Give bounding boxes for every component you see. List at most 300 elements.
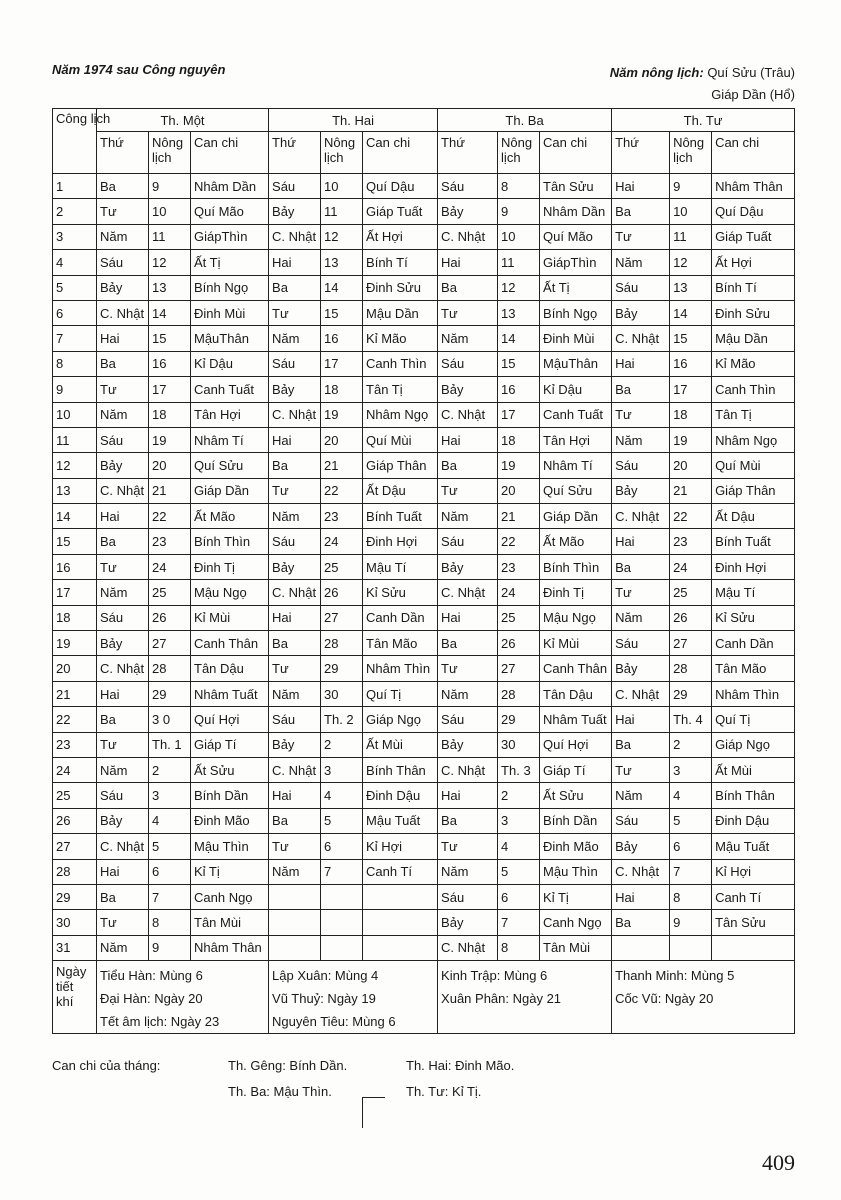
weekday-cell: Bảy [97,631,149,656]
solar-term-line: Thanh Minh: Mùng 5 [615,968,735,984]
lunar-day-cell: 18 [321,377,363,402]
lunar-day-cell: 9 [670,174,712,199]
lunar-day-cell: 23 [498,554,540,579]
lunar-day-cell: 9 [149,174,191,199]
lunar-day-cell: 10 [498,224,540,249]
lunar-day-cell: 24 [498,580,540,605]
lunar-day-cell: 14 [149,300,191,325]
weekday-cell: Ba [612,377,670,402]
can-chi-cell: Ất Dậu [363,478,438,503]
lunar-day-cell: 11 [670,224,712,249]
weekday-cell [612,935,670,960]
weekday-cell: Hai [97,859,149,884]
can-chi-cell: Đinh Hợi [712,554,795,579]
weekday-cell: C. Nhật [97,478,149,503]
day-cell: 3 [53,224,97,249]
can-chi-cell: Mậu Ngọ [191,580,269,605]
lunar-day-cell: 29 [321,656,363,681]
weekday-cell: Tư [438,656,498,681]
lunar-day-cell [321,910,363,935]
can-chi-cell: Quí Dậu [712,199,795,224]
can-chi-cell: Kỉ Mão [712,351,795,376]
lunar-day-cell: 27 [670,631,712,656]
weekday-cell: Bảy [97,275,149,300]
lunar-day-cell: 13 [321,250,363,275]
lunar-day-cell: 12 [321,224,363,249]
day-cell: 19 [53,631,97,656]
subheader-can-chi: Can chi [191,132,269,174]
weekday-cell: Năm [97,580,149,605]
table-row [53,377,795,402]
lunar-day-cell: 16 [670,351,712,376]
weekday-cell: Tư [612,402,670,427]
day-cell: 21 [53,681,97,706]
can-chi-cell: Bính Thân [363,757,438,782]
weekday-cell: C. Nhật [269,224,321,249]
can-chi-cell: Canh Tí [363,859,438,884]
can-chi-cell: Tân Mùi [540,935,612,960]
lunar-day-cell: 15 [149,326,191,351]
lunar-day-cell: Th. 4 [670,707,712,732]
can-chi-cell: Giáp Tuất [712,224,795,249]
lunar-day-cell: 23 [670,529,712,554]
weekday-cell: C. Nhật [612,859,670,884]
subheader-nong-lich: Nông lịch [149,132,191,174]
can-chi-cell: Kỉ Mùi [540,631,612,656]
lunar-day-cell: 12 [149,250,191,275]
lunar-year-value: Quí Sửu (Trâu) [707,65,795,80]
can-chi-cell: Quí Dậu [363,174,438,199]
table-row [53,732,795,757]
day-cell: 11 [53,427,97,452]
table-row [53,250,795,275]
can-chi-cell: Canh Thìn [363,351,438,376]
lunar-day-cell: 7 [149,884,191,909]
can-chi-cell: Quí Mão [540,224,612,249]
can-chi-cell: Ất Sửu [540,783,612,808]
can-chi-cell: Giáp Ngọ [363,707,438,732]
weekday-cell: Ba [269,631,321,656]
lunar-day-cell: 4 [321,783,363,808]
can-chi-cell: Nhâm Tuất [191,681,269,706]
lunar-day-cell: Th. 2 [321,707,363,732]
day-cell: 24 [53,757,97,782]
day-cell: 12 [53,453,97,478]
can-chi-cell: GiápThìn [540,250,612,275]
weekday-cell [269,910,321,935]
can-chi-cell: Bính Tuất [712,529,795,554]
can-chi-cell: Quí Hợi [191,707,269,732]
can-chi-cell: Nhâm Thân [712,174,795,199]
solar-terms-cell [97,961,269,1034]
can-chi-cell: Tân Sửu [712,910,795,935]
weekday-cell: Sáu [269,529,321,554]
lunar-day-cell: 29 [498,707,540,732]
lunar-day-cell: 10 [149,199,191,224]
weekday-cell: Sáu [269,707,321,732]
subheader-can-chi: Can chi [540,132,612,174]
solar-term-line: Nguyên Tiêu: Mùng 6 [272,1014,396,1030]
table-row [53,834,795,859]
solar-terms-row [53,961,795,1034]
month-header: Th. Một [97,109,269,132]
weekday-cell: Ba [97,351,149,376]
subheader-nong-lich: Nông lịch [498,132,540,174]
lunar-day-cell: 20 [498,478,540,503]
footer-month-tu: Th. Tư: Kỉ Tị. [406,1084,482,1099]
can-chi-cell: Nhâm Ngọ [712,427,795,452]
weekday-cell: Năm [612,605,670,630]
lunar-day-cell: 10 [321,174,363,199]
can-chi-cell: Bính Tí [363,250,438,275]
weekday-cell: Sáu [438,351,498,376]
can-chi-cell: Đinh Mùi [191,300,269,325]
can-chi-cell: Quí Mùi [363,427,438,452]
weekday-cell: Tư [612,580,670,605]
table-row [53,884,795,909]
can-chi-cell: MậuThân [540,351,612,376]
day-cell: 13 [53,478,97,503]
lunar-day-cell: 2 [149,757,191,782]
lunar-day-cell: 19 [321,402,363,427]
weekday-cell: Hai [269,605,321,630]
lunar-day-cell: 15 [321,300,363,325]
weekday-cell: Năm [438,504,498,529]
weekday-cell: Bảy [438,377,498,402]
lunar-day-cell: 28 [321,631,363,656]
header-lunar-year [610,62,795,106]
weekday-cell: Tư [269,834,321,859]
weekday-cell: Sáu [97,250,149,275]
table-row [53,326,795,351]
weekday-cell: Sáu [612,808,670,833]
footer-month-ba: Th. Ba: Mậu Thìn. [228,1084,332,1099]
weekday-cell: Bảy [269,732,321,757]
can-chi-cell: Đinh Tị [191,554,269,579]
can-chi-cell: Quí Hợi [540,732,612,757]
weekday-cell: Sáu [97,783,149,808]
can-chi-cell: Mậu Tí [712,580,795,605]
lunar-day-cell: 11 [498,250,540,275]
table-row [53,529,795,554]
can-chi-cell: Đinh Mùi [540,326,612,351]
can-chi-cell: Mậu Tí [363,554,438,579]
lunar-day-cell: 14 [321,275,363,300]
solar-terms-cell [269,961,438,1034]
table-row [53,707,795,732]
weekday-cell [269,884,321,909]
weekday-cell: Năm [269,504,321,529]
weekday-cell: Năm [97,935,149,960]
lunar-day-cell: 20 [149,453,191,478]
subheader-thu: Thứ [438,132,498,174]
lunar-day-cell: 20 [670,453,712,478]
can-chi-cell: Mậu Tuất [363,808,438,833]
can-chi-cell: Kỉ Dậu [540,377,612,402]
solar-term-line: Tết âm lịch: Ngày 23 [100,1014,220,1030]
page-number: 409 [762,1150,795,1175]
lunar-day-cell: 18 [149,402,191,427]
can-chi-cell: Đinh Mão [191,808,269,833]
can-chi-cell: Canh Dần [712,631,795,656]
lunar-day-cell: 4 [670,783,712,808]
solar-terms-label: Ngày tiết khí [53,961,97,1034]
weekday-cell: Ba [97,529,149,554]
weekday-cell: Hai [269,250,321,275]
weekday-cell: C. Nhật [438,935,498,960]
weekday-cell: C. Nhật [269,402,321,427]
can-chi-cell: Bính Thân [712,783,795,808]
weekday-cell: Ba [97,884,149,909]
day-cell: 6 [53,300,97,325]
can-chi-cell: Bính Tí [712,275,795,300]
weekday-cell: Hai [438,783,498,808]
table-row [53,580,795,605]
can-chi-cell: Nhâm Tuất [540,707,612,732]
day-cell: 20 [53,656,97,681]
table-row [53,275,795,300]
can-chi-cell: Canh Tuất [191,377,269,402]
weekday-cell: Tư [438,834,498,859]
can-chi-cell: Tân Sửu [540,174,612,199]
weekday-cell: Bảy [269,554,321,579]
day-cell: 18 [53,605,97,630]
can-chi-cell: Kỉ Hợi [712,859,795,884]
weekday-cell: Bảy [612,834,670,859]
weekday-cell: C. Nhật [97,300,149,325]
can-chi-cell: Nhâm Thìn [363,656,438,681]
weekday-cell: Tư [97,732,149,757]
weekday-cell: Ba [612,199,670,224]
weekday-cell: Hai [269,427,321,452]
weekday-cell: C. Nhật [269,580,321,605]
lunar-day-cell: 27 [498,656,540,681]
lunar-day-cell: 2 [498,783,540,808]
can-chi-cell: Ất Mão [540,529,612,554]
lunar-day-cell: 5 [149,834,191,859]
header-cong-lich: Công lịch [53,109,97,174]
weekday-cell: Năm [97,757,149,782]
can-chi-cell: Kỉ Dậu [191,351,269,376]
weekday-cell: Ba [438,453,498,478]
can-chi-cell: Ất Mùi [363,732,438,757]
lunar-day-cell: 10 [670,199,712,224]
can-chi-cell: Giáp Tí [540,757,612,782]
lunar-day-cell: 2 [670,732,712,757]
can-chi-cell: Quí Sửu [540,478,612,503]
lunar-day-cell: 12 [498,275,540,300]
can-chi-cell: Ất Mão [191,504,269,529]
table-row [53,656,795,681]
weekday-cell: Bảy [97,808,149,833]
solar-term-line: Tiểu Hàn: Mùng 6 [100,968,203,984]
can-chi-cell: Ất Tị [540,275,612,300]
can-chi-cell: Mậu Dần [363,300,438,325]
table-row [53,605,795,630]
can-chi-cell [363,884,438,909]
lunar-day-cell: 26 [670,605,712,630]
lunar-day-cell: 28 [149,656,191,681]
weekday-cell: Sáu [612,453,670,478]
lunar-day-cell: 23 [321,504,363,529]
lunar-day-cell: 3 [670,757,712,782]
can-chi-cell: Canh Dần [363,605,438,630]
day-cell: 31 [53,935,97,960]
weekday-cell: Tư [97,199,149,224]
weekday-cell: Ba [97,707,149,732]
lunar-day-cell: 11 [321,199,363,224]
can-chi-cell: Nhâm Thìn [712,681,795,706]
lunar-day-cell: 3 [149,783,191,808]
lunar-day-cell: 16 [498,377,540,402]
can-chi-cell: Giáp Ngọ [712,732,795,757]
weekday-cell: Sáu [612,631,670,656]
table-row [53,402,795,427]
can-chi-cell: Quí Mão [191,199,269,224]
subheader-row [53,132,795,174]
weekday-cell: Ba [269,275,321,300]
solar-term-line: Lập Xuân: Mùng 4 [272,968,379,984]
weekday-cell: Tư [438,300,498,325]
can-chi-cell: Canh Thân [191,631,269,656]
table-row [53,554,795,579]
lunar-day-cell: 16 [149,351,191,376]
table-row [53,910,795,935]
lunar-day-cell: 21 [149,478,191,503]
weekday-cell: Hai [612,174,670,199]
lunar-day-cell: 25 [498,605,540,630]
weekday-cell: Bảy [438,554,498,579]
lunar-day-cell: 9 [670,910,712,935]
weekday-cell: Hai [97,504,149,529]
solar-terms-cell [612,961,795,1034]
weekday-cell: Sáu [438,884,498,909]
weekday-cell: Hai [438,427,498,452]
day-cell: 7 [53,326,97,351]
can-chi-cell: Mậu Tuất [712,834,795,859]
lunar-day-cell [321,935,363,960]
can-chi-cell: Nhâm Thân [191,935,269,960]
lunar-day-cell: 17 [498,402,540,427]
can-chi-cell: Tân Hợi [191,402,269,427]
can-chi-cell: Ất Tị [191,250,269,275]
weekday-cell: Tư [612,224,670,249]
can-chi-cell: Ất Hợi [712,250,795,275]
lunar-day-cell: 4 [498,834,540,859]
can-chi-cell: Mậu Thìn [191,834,269,859]
can-chi-cell: Tân Mùi [191,910,269,935]
lunar-day-cell: 14 [670,300,712,325]
can-chi-cell: Quí Tị [363,681,438,706]
lunar-day-cell [321,884,363,909]
can-chi-cell: Canh Thân [540,656,612,681]
day-cell: 26 [53,808,97,833]
can-chi-cell: Bính Ngọ [540,300,612,325]
lunar-year-label: Năm nông lịch: [609,65,704,80]
lunar-day-cell: 23 [149,529,191,554]
can-chi-cell: Quí Sửu [191,453,269,478]
subheader-thu: Thứ [612,132,670,174]
can-chi-cell: MậuThân [191,326,269,351]
lunar-day-cell: 7 [321,859,363,884]
lunar-day-cell: 15 [670,326,712,351]
lunar-day-cell: 9 [149,935,191,960]
subheader-thu: Thứ [97,132,149,174]
table-row [53,783,795,808]
table-row [53,631,795,656]
weekday-cell: Hai [612,707,670,732]
weekday-cell: Năm [438,326,498,351]
can-chi-cell: Ất Mùi [712,757,795,782]
weekday-cell: Ba [269,808,321,833]
lunar-day-cell: 3 0 [149,707,191,732]
lunar-day-cell: 13 [149,275,191,300]
weekday-cell: Bảy [438,910,498,935]
can-chi-cell: Đinh Hợi [363,529,438,554]
lunar-day-cell: 27 [321,605,363,630]
can-chi-cell: Ất Hợi [363,224,438,249]
can-chi-cell: Tân Tị [712,402,795,427]
can-chi-cell: Tân Dậu [540,681,612,706]
weekday-cell: Tư [438,478,498,503]
weekday-cell: Tư [269,656,321,681]
day-cell: 9 [53,377,97,402]
lunar-day-cell: 8 [498,174,540,199]
lunar-day-cell: 24 [670,554,712,579]
can-chi-cell: Kỉ Sửu [712,605,795,630]
lunar-day-cell: 17 [149,377,191,402]
lunar-day-cell: 19 [149,427,191,452]
lunar-day-cell: 6 [670,834,712,859]
can-chi-cell: Tân Dậu [191,656,269,681]
day-cell: 25 [53,783,97,808]
subheader-nong-lich: Nông lịch [670,132,712,174]
can-chi-cell: Giáp Tuất [363,199,438,224]
weekday-cell: Bảy [269,377,321,402]
lunar-day-cell: 22 [498,529,540,554]
can-chi-cell: Mậu Thìn [540,859,612,884]
weekday-cell: Ba [612,910,670,935]
can-chi-cell: GiápThìn [191,224,269,249]
weekday-cell: Năm [438,681,498,706]
weekday-cell: C. Nhật [438,402,498,427]
solar-term-line: Cốc Vũ: Ngày 20 [615,991,714,1007]
lunar-day-cell: 2 [321,732,363,757]
lunar-day-cell: 5 [498,859,540,884]
lunar-day-cell: 19 [670,427,712,452]
weekday-cell: Năm [269,326,321,351]
footer-label: Can chi của tháng: [52,1058,161,1073]
weekday-cell: Hai [438,250,498,275]
lunar-day-cell: 19 [498,453,540,478]
weekday-cell: Sáu [438,529,498,554]
weekday-cell: C. Nhật [612,681,670,706]
weekday-cell: Bảy [612,656,670,681]
weekday-cell: Ba [438,275,498,300]
can-chi-cell [363,935,438,960]
table-row [53,757,795,782]
table-row [53,478,795,503]
weekday-cell: Ba [612,554,670,579]
table-row [53,174,795,199]
weekday-cell: C. Nhật [97,834,149,859]
weekday-cell: Bảy [612,478,670,503]
day-cell: 8 [53,351,97,376]
solar-term-line: Đại Hàn: Ngày 20 [100,991,203,1007]
weekday-cell: Tư [97,910,149,935]
can-chi-cell: Đinh Dậu [712,808,795,833]
table-row [53,808,795,833]
